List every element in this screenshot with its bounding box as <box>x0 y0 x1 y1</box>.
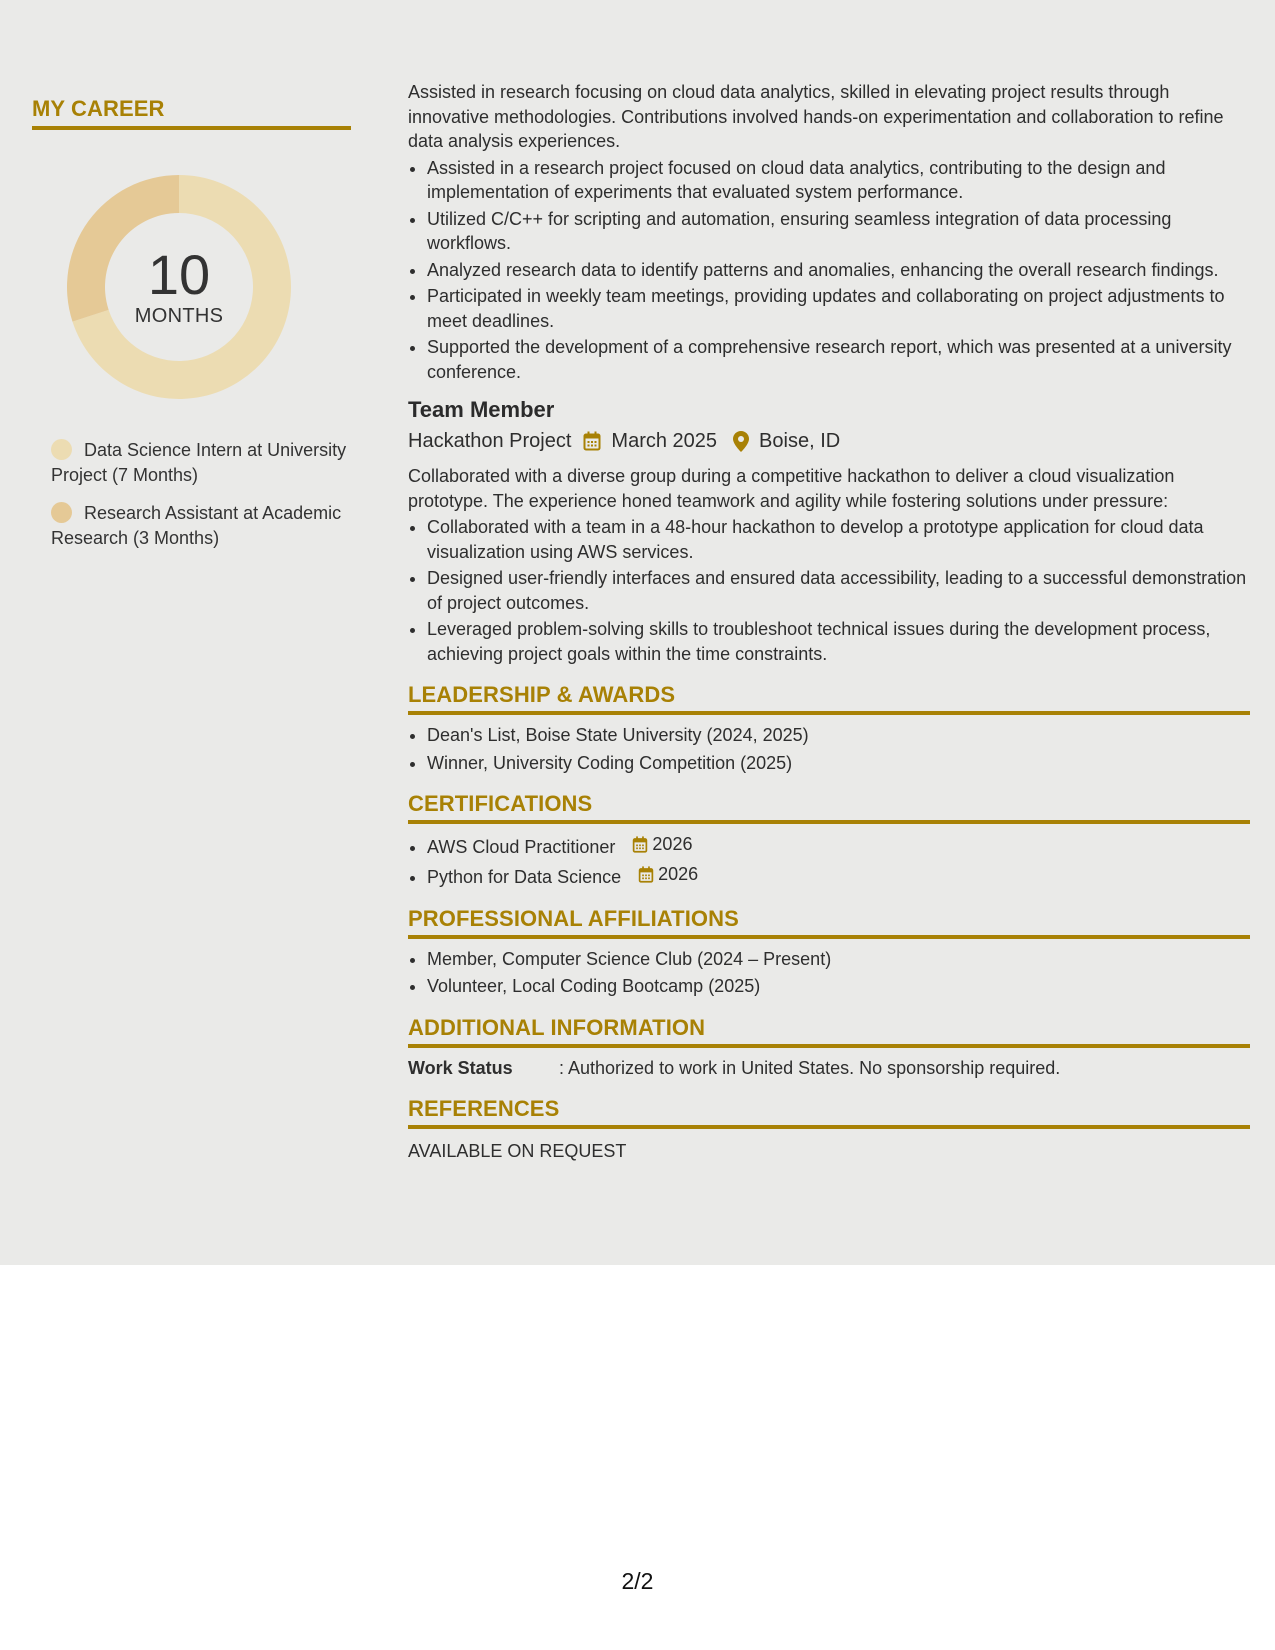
legend-label-intern: Data Science Intern at University Project (7 Months) <box>51 440 347 485</box>
leadership-section <box>408 682 1250 775</box>
calendar-icon <box>583 431 601 451</box>
list-item: • Winner, University Coding Competition (2025) <box>427 751 1250 776</box>
career-section-title: MY CAREER <box>32 96 165 121</box>
legend-item <box>51 438 351 488</box>
cert-name: Python for Data Science <box>427 867 622 887</box>
list-item: • Collaborated with a team in a 48-hour hackathon to develop a prototype application for cloud data visualization using AWS services. <box>427 515 1250 564</box>
job2-title: Team Member <box>408 397 555 422</box>
affiliations-section <box>408 906 1250 999</box>
cert-date <box>632 832 692 857</box>
leadership-list <box>408 723 1250 775</box>
leadership-title: LEADERSHIP & AWARDS <box>408 682 676 707</box>
list-item: • Designed user-friendly interfaces and ensured data accessibility, leading to a successful demonstration of project outcomes. <box>427 566 1250 615</box>
section-rule <box>408 711 1250 715</box>
certifications-list <box>408 832 1250 890</box>
references-section <box>408 1096 1250 1164</box>
work-status-label: Work Status <box>408 1057 513 1078</box>
career-sidebar <box>32 96 351 564</box>
work-status-value: : Authorized to work in United States. No sponsorship required. <box>559 1057 1061 1078</box>
career-donut-chart <box>66 174 292 400</box>
work-status-row <box>408 1056 1250 1081</box>
job2-bullets <box>408 515 1250 666</box>
total-months-unit: MONTHS <box>134 305 224 327</box>
calendar-icon <box>638 866 654 883</box>
legend-dot-research <box>51 502 72 523</box>
job2-organization: Hackathon Project <box>408 430 572 452</box>
cert-date <box>638 862 698 887</box>
list-item <box>427 832 1250 859</box>
affiliations-list <box>408 947 1250 999</box>
list-item: • Member, Computer Science Club (2024 – Present) <box>427 947 1250 972</box>
cert-year: 2026 <box>658 864 699 885</box>
list-item: • Participated in weekly team meetings, providing updates and collaborating on project adjustments to meet deadlines. <box>427 284 1250 333</box>
list-item: • Supported the development of a comprehensive research report, which was presented at a university conference. <box>427 335 1250 384</box>
cert-year: 2026 <box>652 834 693 854</box>
list-item <box>427 862 1250 889</box>
certifications-section <box>408 791 1250 890</box>
job1-bullets <box>408 156 1250 385</box>
additional-info-section <box>408 1015 1250 1081</box>
main-content <box>408 80 1250 1164</box>
page-number: 2/2 <box>621 1568 654 1594</box>
career-legend <box>51 438 351 551</box>
references-text: AVAILABLE ON REQUEST <box>408 1141 627 1161</box>
location-pin-icon <box>733 431 749 452</box>
cert-name: AWS Cloud Practitioner <box>427 836 616 857</box>
list-item: • Utilized C/C++ for scripting and automation, ensuring seamless integration of data processing workflows. <box>427 207 1250 256</box>
list-item: • Leveraged problem-solving skills to troubleshoot technical issues during the development process, achieving project goals within the time constraints. <box>427 617 1250 666</box>
affiliations-title: PROFESSIONAL AFFILIATIONS <box>408 905 739 931</box>
calendar-icon <box>632 836 648 853</box>
legend-dot-intern <box>51 439 72 460</box>
job1-description: Assisted in research focusing on cloud data analytics, skilled in elevating project results through innovative methodologies. Contributions involved hands-on experimentation and collaboration to refine data analysis experiences. <box>408 82 1224 151</box>
list-item: • Analyzed research data to identify patterns and anomalies, enhancing the overall research findings. <box>427 258 1250 283</box>
section-rule <box>408 1125 1250 1129</box>
section-rule <box>408 935 1250 939</box>
legend-label-research: Research Assistant at Academic Research (3 Months) <box>51 503 342 548</box>
section-rule <box>408 820 1250 824</box>
certifications-title: CERTIFICATIONS <box>408 791 593 816</box>
list-item: • Dean's List, Boise State University (2024, 2025) <box>427 723 1250 748</box>
total-months-number: 10 <box>147 243 211 306</box>
job2-meta <box>408 427 1250 455</box>
donut-center-label <box>66 174 292 400</box>
section-rule <box>408 1044 1250 1048</box>
additional-info-title: ADDITIONAL INFORMATION <box>408 1014 706 1040</box>
references-title: REFERENCES <box>408 1096 560 1121</box>
list-item: • Volunteer, Local Coding Bootcamp (2025) <box>427 974 1250 999</box>
job2-date: March 2025 <box>611 430 718 452</box>
legend-item <box>51 501 351 551</box>
job2-location: Boise, ID <box>759 430 841 452</box>
career-section-rule <box>32 126 351 130</box>
list-item: • Assisted in a research project focused on cloud data analytics, contributing to the design and implementation of experiments that evaluated system performance. <box>427 156 1250 205</box>
job2-description: Collaborated with a diverse group during a competitive hackathon to deliver a cloud visualization prototype. The experience honed teamwork and agility while fostering solutions under pressure: <box>408 466 1175 511</box>
